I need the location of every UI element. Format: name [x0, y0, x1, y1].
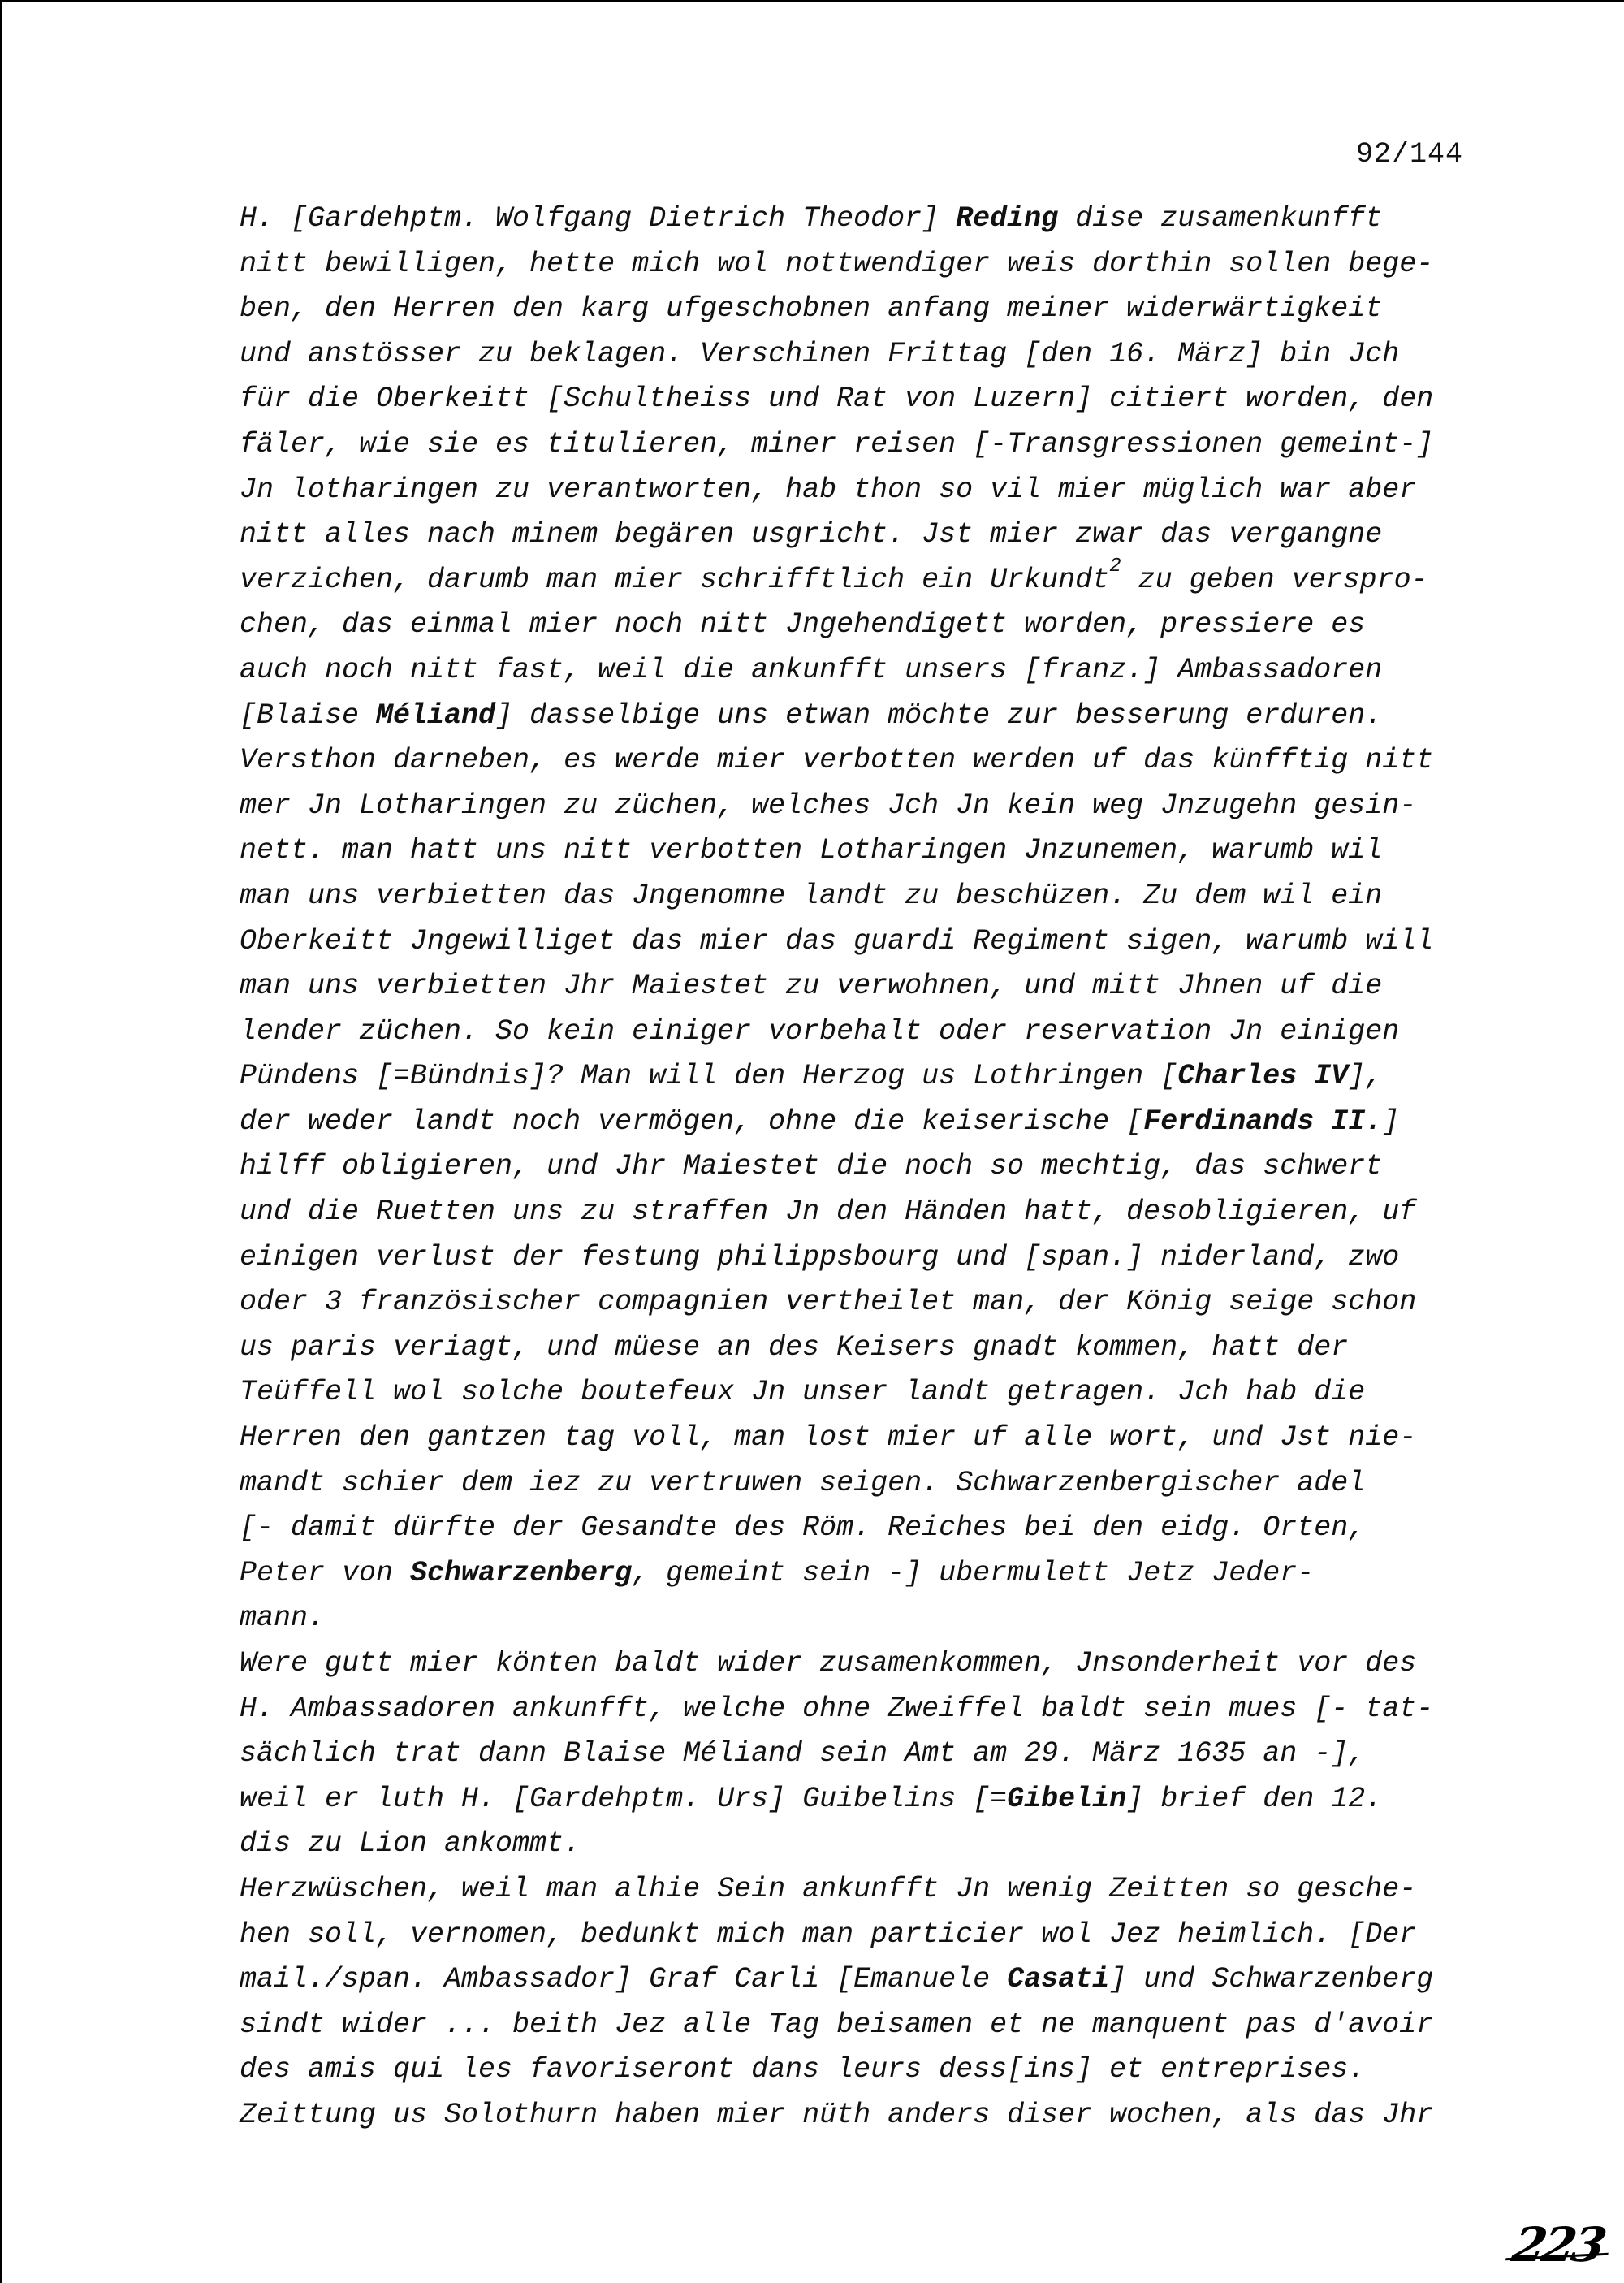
- text-segment: [Blaise: [240, 698, 377, 732]
- text-segment: Versthon darneben, es werde mier verbotten werden uf das künfftig nitt: [240, 744, 1434, 777]
- text-segment: man uns verbietten Jhr Maiestet zu verwohnen, und mitt Jhnen uf die: [240, 970, 1383, 1003]
- text-segment: ]: [1382, 1105, 1400, 1138]
- text-segment: ] dasselbige uns etwan möchte zur besserung erduren.: [495, 698, 1383, 732]
- text-line: [240, 648, 1514, 694]
- text-line: [240, 1506, 1514, 1551]
- text-line: [240, 1777, 1514, 1823]
- text-segment: ],: [1348, 1060, 1383, 1093]
- text-line: [240, 468, 1514, 513]
- bold-name: Charles IV: [1177, 1060, 1349, 1093]
- text-line: [240, 603, 1514, 648]
- text-segment: [- damit dürfte der Gesandte des Röm. Reiches bei den eidg. Orten,: [240, 1511, 1366, 1545]
- text-line: [240, 919, 1514, 965]
- text-line: [240, 1461, 1514, 1507]
- text-line: [240, 1325, 1514, 1371]
- text-segment: mer Jn Lotharingen zu züchen, welches Jch Jn kein weg Jnzugehn gesin-: [240, 789, 1417, 822]
- text-line: [240, 1957, 1514, 2003]
- bold-name: Schwarzenberg: [410, 1556, 633, 1589]
- text-segment: mail./span. Ambassador] Graf Carli [Emanuele: [240, 1963, 1008, 1996]
- text-line: [240, 2047, 1514, 2093]
- bold-name: Casati: [1007, 1963, 1110, 1996]
- text-segment: Herren den gantzen tag voll, man lost mier uf alle wort, und Jst nie-: [240, 1421, 1417, 1455]
- text-segment: auch noch nitt fast, weil die ankunfft unsers [franz.] Ambassadoren: [240, 653, 1383, 686]
- text-segment: chen, das einmal mier noch nitt Jngehendigett worden, pressiere es: [240, 608, 1366, 642]
- text-segment: us paris veriagt, und müese an des Keisers gnadt kommen, hatt der: [240, 1330, 1349, 1364]
- text-line: [240, 512, 1514, 558]
- text-segment: der weder landt noch vermögen, ohne die keiserische [: [240, 1105, 1144, 1138]
- text-segment: nitt bewilligen, hette mich wol nottwendiger weis dorthin sollen bege-: [240, 247, 1434, 280]
- text-segment: sindt wider ... beith Jez alle Tag beisamen et ne manquent pas d'avoir: [240, 2008, 1434, 2041]
- text-segment: oder 3 französischer compagnien vertheilet man, der König seige schon: [240, 1286, 1417, 1319]
- text-segment: sächlich trat dann Blaise Méliand sein Amt am 29. März 1635 an -],: [240, 1737, 1366, 1771]
- text-segment: des amis qui les favoriseront dans leurs dess[ins] et entreprises.: [240, 2053, 1366, 2086]
- text-line: [240, 1867, 1514, 1913]
- text-line: [240, 377, 1514, 422]
- text-line: [240, 332, 1514, 378]
- bold-name: Ferdinands II.: [1143, 1105, 1383, 1138]
- text-segment: hen soll, vernomen, bedunkt mich man particier wol Jez heimlich. [Der: [240, 1918, 1417, 1951]
- text-line: [240, 1144, 1514, 1190]
- text-segment: ben, den Herren den karg ufgeschobnen anfang meiner widerwärtigkeit: [240, 292, 1383, 326]
- text-segment: Oberkeitt Jngewilliget das mier das guardi Regiment sigen, warumb will: [240, 924, 1434, 958]
- page-number: 92/144: [1356, 138, 1464, 171]
- text-segment: , gemeint sein -] ubermulett Jetz Jeder-: [632, 1556, 1315, 1589]
- text-segment: lender züchen. So kein einiger vorbehalt oder reservation Jn einigen: [240, 1014, 1400, 1048]
- text-segment: mandt schier dem iez zu vertruwen seigen. Schwarzenbergischer adel: [240, 1466, 1366, 1499]
- text-segment: H. [Gardehptm. Wolfgang Dietrich Theodor]: [240, 202, 957, 235]
- text-line: [240, 874, 1514, 919]
- bold-name: Gibelin: [1007, 1782, 1127, 1815]
- text-line: [240, 738, 1514, 784]
- text-line: [240, 828, 1514, 874]
- text-line: [240, 1054, 1514, 1100]
- text-segment: weil er luth H. [Gardehptm. Urs] Guibelins [=: [240, 1782, 1008, 1815]
- text-line: [240, 1641, 1514, 1687]
- text-line: [240, 555, 1514, 603]
- text-segment: fäler, wie sie es titulieren, miner reisen [-Transgressionen gemeint-]: [240, 427, 1434, 460]
- body-text: [240, 197, 1514, 2138]
- text-line: [240, 1416, 1514, 1461]
- text-segment: mann.: [240, 1602, 326, 1635]
- text-segment: Pündens [=Bündnis]? Man will den Herzog us Lothringen [: [240, 1060, 1178, 1093]
- text-line: [240, 1551, 1514, 1597]
- text-segment: nitt alles nach minem begären usgricht. Jst mier zwar das vergangne: [240, 518, 1383, 551]
- text-line: [240, 1596, 1514, 1641]
- text-segment: und die Ruetten uns zu straffen Jn den Händen hatt, desobligieren, uf: [240, 1196, 1417, 1229]
- text-segment: für die Oberkeitt [Schultheiss und Rat von Luzern] citiert worden, den: [240, 383, 1434, 416]
- text-line: [240, 242, 1514, 288]
- bold-name: Reding: [956, 202, 1059, 235]
- text-segment: H. Ambassadoren ankunfft, welche ohne Zweiffel baldt sein mues [- tat-: [240, 1692, 1434, 1725]
- text-segment: dis zu Lion ankommt.: [240, 1827, 581, 1861]
- footnote-marker: 2: [1109, 555, 1121, 577]
- text-line: [240, 1732, 1514, 1777]
- text-line: [240, 197, 1514, 242]
- text-line: [240, 1010, 1514, 1055]
- text-segment: Zeittung us Solothurn haben mier nüth anders diser wochen, als das Jhr: [240, 2098, 1434, 2131]
- text-segment: Herzwüschen, weil man alhie Sein ankunfft Jn wenig Zeitten so gesche-: [240, 1872, 1417, 1905]
- text-segment: dise zusamenkunfft: [1058, 202, 1383, 235]
- text-segment: ] brief den 12.: [1126, 1782, 1383, 1815]
- text-segment: und anstösser zu beklagen. Verschinen Frittag [den 16. März] bin Jch: [240, 337, 1400, 370]
- folio-number: 223: [1507, 2217, 1609, 2272]
- text-segment: verzichen, darumb man mier schrifftlich ein Urkundt: [240, 563, 1110, 596]
- text-line: [240, 1190, 1514, 1235]
- text-segment: Were gutt mier könten baldt wider zusamenkommen, Jnsonderheit vor des: [240, 1647, 1417, 1680]
- text-line: [240, 784, 1514, 829]
- text-line: [240, 1822, 1514, 1867]
- text-segment: einigen verlust der festung philippsbourg und [span.] niderland, zwo: [240, 1240, 1400, 1273]
- text-segment: Jn lotharingen zu verantworten, hab thon so vil mier müglich war aber: [240, 473, 1417, 506]
- text-line: [240, 1687, 1514, 1732]
- bold-name: Méliand: [376, 698, 496, 732]
- text-line: [240, 964, 1514, 1010]
- text-segment: Teüffell wol solche boutefeux Jn unser landt getragen. Jch hab die: [240, 1376, 1366, 1409]
- text-line: [240, 694, 1514, 739]
- text-line: [240, 1370, 1514, 1416]
- text-segment: hilff obligieren, und Jhr Maiestet die noch so mechtig, das schwert: [240, 1150, 1383, 1183]
- text-line: [240, 1280, 1514, 1325]
- text-line: [240, 1235, 1514, 1281]
- text-segment: man uns verbietten das Jngenomne landt zu beschüzen. Zu dem wil ein: [240, 879, 1383, 912]
- text-line: [240, 2003, 1514, 2048]
- text-line: [240, 422, 1514, 468]
- text-line: [240, 1913, 1514, 1958]
- text-line: [240, 287, 1514, 332]
- text-line: [240, 1100, 1514, 1145]
- text-line: [240, 2093, 1514, 2138]
- text-segment: zu geben verspro-: [1121, 563, 1428, 596]
- text-segment: nett. man hatt uns nitt verbotten Lotharingen Jnzunemen, warumb wil: [240, 834, 1383, 867]
- text-segment: Peter von: [240, 1556, 411, 1589]
- text-segment: ] und Schwarzenberg: [1109, 1963, 1434, 1996]
